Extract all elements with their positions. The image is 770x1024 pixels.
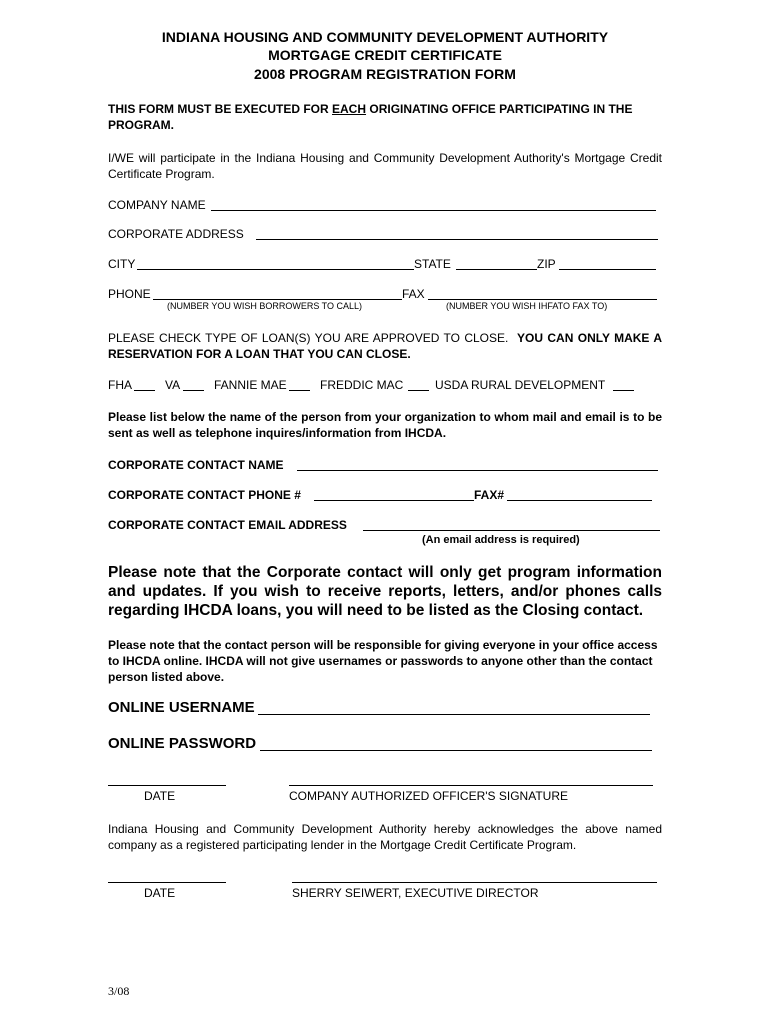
date-signature-line-1[interactable] <box>108 785 226 786</box>
contact-fax-label: FAX# <box>474 488 505 502</box>
city-field[interactable] <box>137 269 414 270</box>
intro-text: I/WE will participate in the Indiana Housing and Community Development Authority's Mortgage Credit Certificate Program. <box>108 151 662 181</box>
contact-email-hint: (An email address is required) <box>422 534 580 546</box>
fax-hint: (NUMBER YOU WISH IHFATO FAX TO) <box>446 301 608 311</box>
state-label: STATE <box>414 257 451 271</box>
notice-pre: THIS FORM MUST BE EXECUTED FOR <box>108 102 333 116</box>
notice-post: ORIGINATING OFFICE PARTICIPATING IN THE PROGRAM. <box>108 102 633 132</box>
state-field[interactable] <box>456 269 537 270</box>
director-signature-label: SHERRY SEIWERT, EXECUTIVE DIRECTOR <box>292 886 539 900</box>
corporate-address-field[interactable] <box>256 239 658 240</box>
loan-usda-checkbox[interactable] <box>613 390 634 391</box>
loan-usda: USDA RURAL DEVELOPMENT <box>435 378 606 392</box>
online-password-label: ONLINE PASSWORD <box>108 735 257 752</box>
loan-instruction-text: PLEASE CHECK TYPE OF LOAN(S) YOU ARE APPROVED TO CLOSE. <box>108 331 509 345</box>
date-label-2: DATE <box>144 886 176 900</box>
form-title-line1: INDIANA HOUSING AND COMMUNITY DEVELOPMENT AUTHORITY <box>161 29 609 45</box>
acknowledgement-text: Indiana Housing and Community Development Authority hereby acknowledges the above named company as a registered participating lender in the Mortgage Credit Certificate Program. <box>108 822 662 852</box>
city-label: CITY <box>108 257 136 271</box>
contact-fax-field[interactable] <box>507 500 652 501</box>
date-label-1: DATE <box>144 789 176 803</box>
contact-responsibility-note: Please note that the contact person will be responsible for giving everyone in your office access to IHCDA online. IHCDA will not give usernames or passwords to anyone other than the contact person listed above. <box>108 638 658 684</box>
phone-label: PHONE <box>108 287 151 301</box>
company-name-field[interactable] <box>211 210 656 211</box>
loan-fha: FHA <box>108 378 132 392</box>
online-password-field[interactable] <box>260 750 652 751</box>
loan-fannie-checkbox[interactable] <box>289 390 310 391</box>
phone-hint: (NUMBER YOU WISH BORROWERS TO CALL) <box>167 301 363 311</box>
contact-name-field[interactable] <box>297 470 658 471</box>
contact-email-field[interactable] <box>363 530 660 531</box>
zip-field[interactable] <box>559 269 656 270</box>
loan-freddic: FREDDIC MAC <box>320 378 404 392</box>
loan-va-checkbox[interactable] <box>183 390 204 391</box>
corporate-contact-note: Please note that the Corporate contact will only get program information and updates. If you wish to receive reports, letters, and/or phones calls regarding IHCDA loans, you will need to be listed as the Closing contact. <box>108 564 662 619</box>
form-title-line2: MORTGAGE CREDIT CERTIFICATE <box>268 47 502 63</box>
loan-freddic-checkbox[interactable] <box>408 390 429 391</box>
form-title-line3: 2008 PROGRAM REGISTRATION FORM <box>254 66 516 82</box>
loan-fannie: FANNIE MAE <box>214 378 287 392</box>
contact-phone-field[interactable] <box>314 500 474 501</box>
notice-text <box>108 101 662 133</box>
contact-email-label: CORPORATE CONTACT EMAIL ADDRESS <box>108 518 347 532</box>
loan-fha-checkbox[interactable] <box>134 390 155 391</box>
contact-phone-label: CORPORATE CONTACT PHONE # <box>108 488 301 502</box>
zip-label: ZIP <box>537 257 556 271</box>
contact-instruction: Please list below the name of the person from your organization to whom mail and email is to be sent as well as telephone inquires/information from IHCDA. <box>108 410 662 440</box>
officer-signature-label: COMPANY AUTHORIZED OFFICER'S SIGNATURE <box>289 789 568 803</box>
corporate-address-label: CORPORATE ADDRESS <box>108 227 244 241</box>
notice-underlined: EACH <box>332 102 367 116</box>
fax-field[interactable] <box>428 299 657 300</box>
loan-va: VA <box>165 378 181 392</box>
date-signature-line-2[interactable] <box>108 882 226 883</box>
online-username-label: ONLINE USERNAME <box>108 699 255 716</box>
company-name-label: COMPANY NAME <box>108 198 206 212</box>
loan-instruction-bold: YOU CAN ONLY MAKE A RESERVATION FOR A LOAN THAT YOU CAN CLOSE. <box>108 331 662 361</box>
fax-label: FAX <box>402 287 425 301</box>
loan-instruction <box>108 330 662 362</box>
officer-signature-line[interactable] <box>289 785 653 786</box>
phone-field[interactable] <box>153 299 402 300</box>
director-signature-line[interactable] <box>292 882 657 883</box>
online-username-field[interactable] <box>258 714 650 715</box>
contact-name-label: CORPORATE CONTACT NAME <box>108 458 284 472</box>
revision-date: 3/08 <box>108 984 130 998</box>
